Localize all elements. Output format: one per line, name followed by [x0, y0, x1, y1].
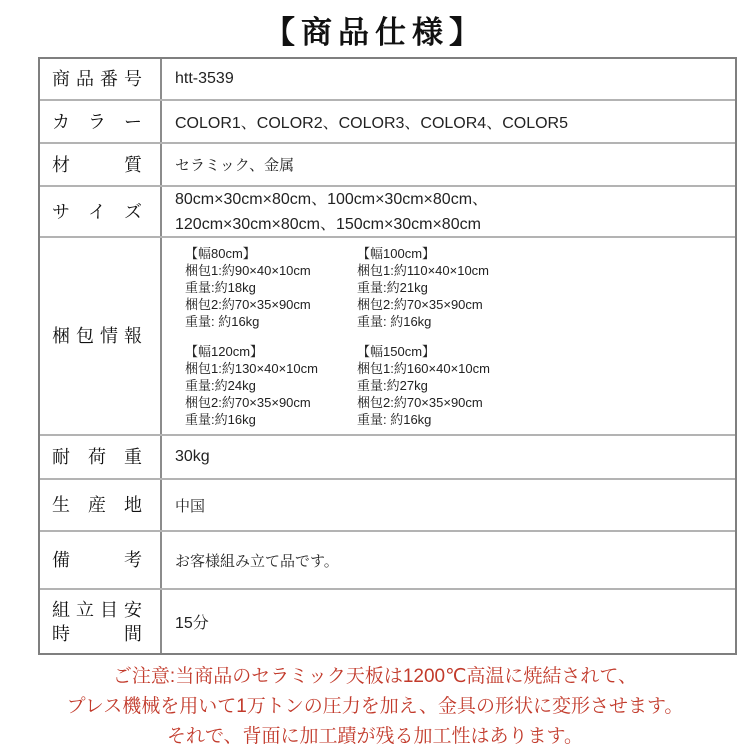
table-row-size [40, 187, 735, 238]
table-row-origin [40, 480, 735, 532]
packing-line: 梱包1:約110×40×10cm [357, 262, 489, 278]
packing-line: 梱包1:約160×40×10cm [357, 360, 490, 376]
table-row-load-capacity [40, 436, 735, 480]
row-label-text: 生 産 地 [52, 495, 142, 515]
caution-line-3: それで、背面に加工蹟が残る加工性はあります。 [166, 726, 584, 747]
row-label-color [40, 101, 162, 142]
table-row-assembly-time [40, 590, 735, 653]
packing-line: 梱包1:約130×40×10cm [185, 360, 318, 376]
table-row-item-number [40, 59, 735, 101]
row-label-text-line1: 組 立 目 安 [52, 599, 142, 620]
row-label-text: 耐 荷 重 [52, 447, 142, 467]
row-label-text: サ イ ズ [52, 201, 142, 222]
row-label-size [40, 187, 162, 236]
packing-line: 梱包2:約70×35×90cm [185, 296, 311, 312]
row-label-text: 備 考 [52, 550, 142, 570]
row-value-assembly-time [162, 590, 735, 653]
caution-note [0, 662, 750, 752]
row-value-color [162, 101, 735, 142]
size-line-2: 120cm×30cm×80cm、150cm×30cm×80cm [175, 215, 481, 233]
packing-line: 重量:約18kg [185, 279, 256, 295]
table-row-material [40, 144, 735, 187]
row-label-text: 材 質 [52, 154, 142, 175]
row-value-load-capacity [162, 436, 735, 478]
row-label-load-capacity [40, 436, 162, 478]
row-label-text: 商 品 番 号 [52, 69, 142, 89]
packing-line: 重量: 約16kg [185, 313, 260, 329]
packing-block-100cm [357, 245, 727, 330]
row-value-material [162, 144, 735, 185]
row-label-origin [40, 480, 162, 530]
caution-line-2: プレス機械を用いて1万トンの圧力を加え、金具の形状に変形させます。 [66, 696, 684, 717]
packing-block-80cm [185, 245, 357, 330]
table-row-packing [40, 238, 735, 436]
packing-line: 重量:約16kg [185, 411, 256, 427]
packing-heading: 【幅100cm】 [357, 245, 436, 261]
row-value-item-number [162, 59, 735, 99]
load-capacity-value: 30kg [175, 448, 210, 465]
remarks-value: お客様組み立て品です。 [175, 552, 339, 570]
color-value: COLOR1、COLOR2、COLOR3、COLOR4、COLOR5 [175, 115, 568, 132]
packing-heading: 【幅80cm】 [185, 245, 256, 261]
packing-heading: 【幅120cm】 [185, 343, 264, 359]
row-value-origin [162, 480, 735, 530]
material-value: セラミック、金属 [175, 157, 295, 174]
packing-block-120cm [185, 343, 357, 428]
row-label-packing [40, 238, 162, 434]
size-line-1: 80cm×30cm×80cm、100cm×30cm×80cm、 [175, 190, 489, 208]
row-value-size [162, 187, 735, 236]
origin-value: 中国 [175, 497, 206, 515]
packing-line: 梱包2:約70×35×90cm [357, 296, 483, 312]
packing-line: 重量: 約16kg [357, 313, 432, 329]
table-row-remarks [40, 532, 735, 590]
row-label-text: カ ラ ー [52, 111, 142, 132]
row-label-text: 梱 包 情 報 [52, 326, 142, 346]
packing-line: 重量:約27kg [357, 377, 428, 393]
caution-line-1: ご注意:当商品のセラミック天板は1200℃高温に焼結されて、 [112, 666, 638, 687]
packing-grid [175, 245, 727, 428]
row-value-packing [162, 238, 735, 434]
item-number-value: htt-3539 [175, 70, 234, 87]
packing-line: 重量:約21kg [357, 279, 428, 295]
row-value-remarks [162, 532, 735, 588]
packing-line: 梱包2:約70×35×90cm [357, 394, 483, 410]
packing-block-150cm [357, 343, 727, 428]
row-label-material [40, 144, 162, 185]
packing-line: 重量: 約16kg [357, 411, 432, 427]
packing-line: 重量:約24kg [185, 377, 256, 393]
assembly-time-value: 15分 [175, 615, 209, 632]
packing-line: 梱包1:約90×40×10cm [185, 262, 311, 278]
row-label-assembly-time [40, 590, 162, 653]
row-label-item-number [40, 59, 162, 99]
row-label-text-line2: 時 間 [52, 623, 142, 644]
spec-table [38, 57, 737, 655]
page-title: 【商品仕様】 [264, 15, 486, 50]
row-label-remarks [40, 532, 162, 588]
table-row-color [40, 101, 735, 144]
packing-line: 梱包2:約70×35×90cm [185, 394, 311, 410]
packing-heading: 【幅150cm】 [357, 343, 436, 359]
